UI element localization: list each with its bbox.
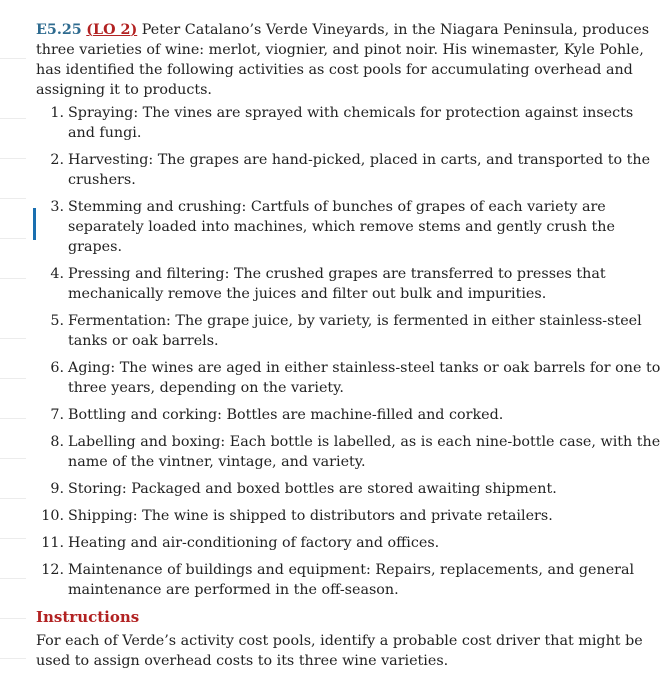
instructions-text: For each of Verde’s activity cost pools, identify a probable cost driver that might be used to assign overhead costs to its three wine varieties. xyxy=(36,633,643,669)
activity-number: 12. xyxy=(41,562,64,578)
activity-item xyxy=(36,533,664,553)
activity-number: 1. xyxy=(50,105,64,121)
activity-item xyxy=(36,150,664,190)
activity-item xyxy=(36,506,664,526)
margin-rule xyxy=(0,158,26,159)
activity-number: 9. xyxy=(50,481,64,497)
problem-intro-text: Peter Catalano’s Verde Vineyards, in the Niagara Peninsula, produces three varieties of wine: merlot, viognier, and pinot noir. His winemaster, Kyle Pohle, has identified the following activities as cost pools for accumulating overhead and assigning it to products. xyxy=(36,22,650,98)
learning-objective-link[interactable]: (LO 2) xyxy=(86,22,138,38)
activity-text: Aging: The wines are aged in either stainless-steel tanks or oak barrels for one to three years, depending on the variety. xyxy=(68,360,661,396)
margin-rule xyxy=(0,378,26,379)
activity-text: Storing: Packaged and boxed bottles are stored awaiting shipment. xyxy=(68,481,557,497)
activity-item xyxy=(36,479,664,499)
activity-number: 11. xyxy=(41,535,64,551)
activity-number: 2. xyxy=(50,152,64,168)
activity-text: Stemming and crushing: Cartfuls of bunches of grapes of each variety are separately loaded into machines, which remove stems and gently crush the grapes. xyxy=(68,199,615,255)
activity-item xyxy=(36,311,664,351)
activity-number: 5. xyxy=(50,313,64,329)
activity-text: Harvesting: The grapes are hand-picked, placed in carts, and transported to the crushers. xyxy=(68,152,651,188)
activity-item xyxy=(36,197,664,257)
problem-page xyxy=(36,20,664,671)
margin-rule xyxy=(0,198,26,199)
activity-text: Maintenance of buildings and equipment: Repairs, replacements, and general maintenance are performed in the off-season. xyxy=(68,562,635,598)
activity-list xyxy=(36,103,664,600)
activity-number: 6. xyxy=(50,360,64,376)
activity-text: Pressing and filtering: The crushed grapes are transferred to presses that mechanically remove the juices and filter out bulk and impurities. xyxy=(68,266,606,302)
activity-text: Fermentation: The grape juice, by variety, is fermented in either stainless-steel tanks or oak barrels. xyxy=(68,313,642,349)
margin-rule xyxy=(0,498,26,499)
problem-intro xyxy=(36,20,664,100)
margin-rule xyxy=(0,118,26,119)
activity-item xyxy=(36,264,664,304)
instructions-heading: Instructions xyxy=(36,608,140,626)
margin-rule xyxy=(0,278,26,279)
learning-objective-link-text: LO 2 xyxy=(93,22,131,38)
activity-text: Labelling and boxing: Each bottle is labelled, as is each nine-bottle case, with the name of the vintner, vintage, and variety. xyxy=(68,434,661,470)
margin-rule xyxy=(0,338,26,339)
margin-rule xyxy=(0,418,26,419)
activity-item xyxy=(36,432,664,472)
activity-text: Heating and air-conditioning of factory and offices. xyxy=(68,535,440,551)
activity-text: Shipping: The wine is shipped to distributors and private retailers. xyxy=(68,508,553,524)
margin-rule xyxy=(0,458,26,459)
activity-item xyxy=(36,405,664,425)
margin-rule xyxy=(0,238,26,239)
margin-rule xyxy=(0,658,26,659)
margin-rule xyxy=(0,58,26,59)
activity-number: 3. xyxy=(50,199,64,215)
activity-number: 8. xyxy=(50,434,64,450)
activity-item xyxy=(36,103,664,143)
margin-rule xyxy=(0,618,26,619)
activity-text: Spraying: The vines are sprayed with chemicals for protection against insects and fungi. xyxy=(68,105,634,141)
activity-number: 7. xyxy=(50,407,64,423)
activity-number: 10. xyxy=(41,508,64,524)
activity-item xyxy=(36,358,664,398)
activity-text: Bottling and corking: Bottles are machine-filled and corked. xyxy=(68,407,504,423)
activity-number: 4. xyxy=(50,266,64,282)
margin-rule xyxy=(0,538,26,539)
activity-item xyxy=(36,560,664,600)
problem-code: E5.25 xyxy=(36,22,82,38)
margin-rule xyxy=(0,578,26,579)
